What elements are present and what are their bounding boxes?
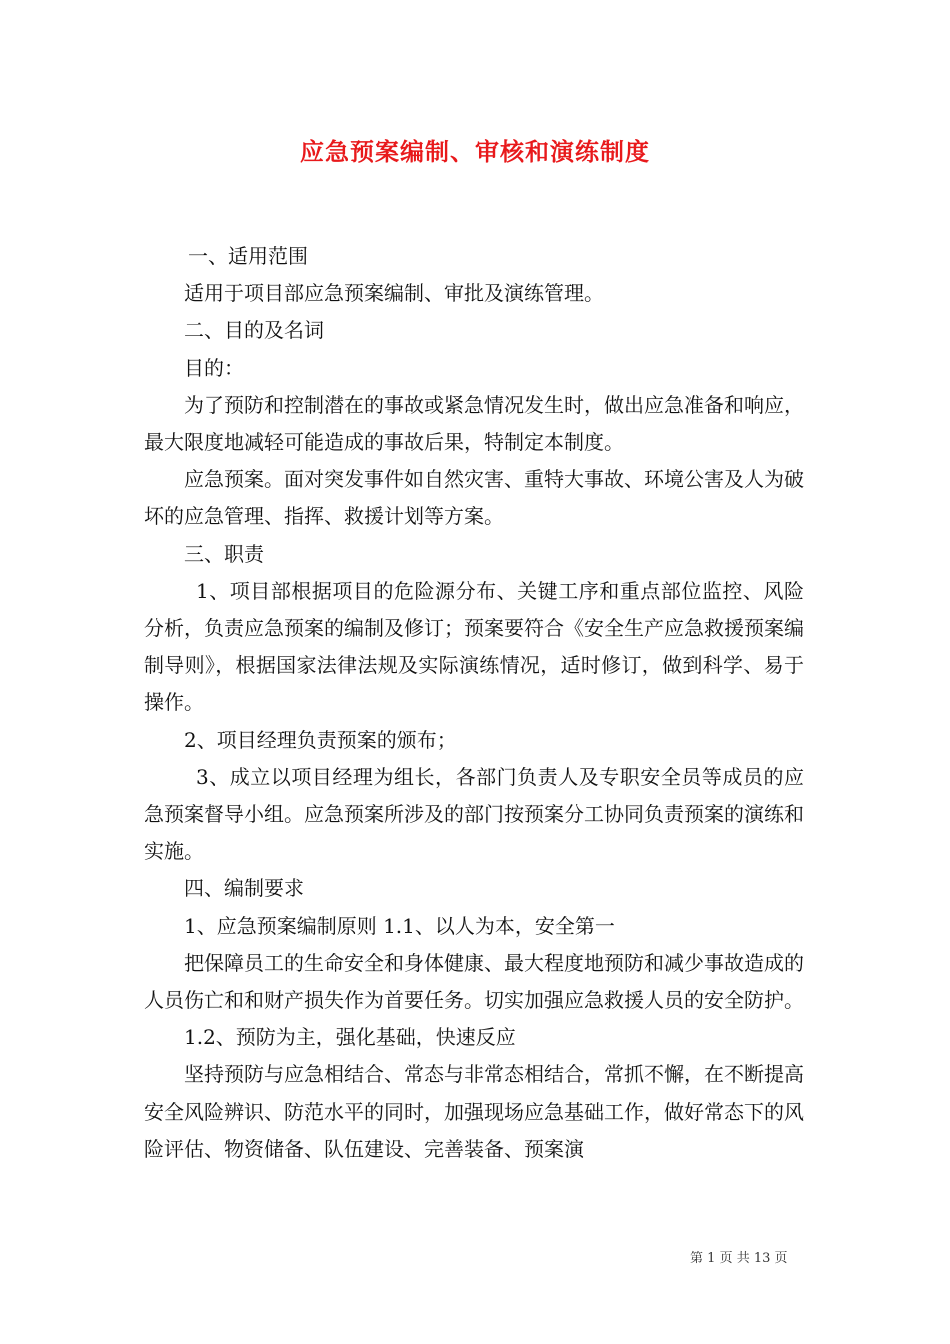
document-body (144, 238, 804, 1168)
footer-current-page: 1 (707, 1251, 716, 1266)
footer-prefix: 第 (690, 1251, 704, 1266)
section-heading: 三、职责 (184, 541, 264, 566)
body-paragraph: 把保障员工的生命安全和身体健康、最大程度地预防和减少事故造成的人员伤亡和和财产损失作为首要任务。切实加强应急救援人员的安全防护。 (144, 950, 804, 1013)
document-title: 应急预案编制、审核和演练制度 (300, 137, 650, 166)
section-heading: 一、适用范围 (188, 244, 308, 268)
page-number-footer (690, 1247, 788, 1266)
body-paragraph: 3、成立以项目经理为组长，各部门负责人及专职安全员等成员的应急预案督导小组。应急预案所涉及的部门按预案分工协同负责预案的演练和实施。 (144, 764, 804, 864)
body-paragraph: 1、应急预案编制原则 1.1、以人为本，安全第一 (184, 913, 615, 938)
footer-suffix: 页 (774, 1251, 788, 1266)
body-paragraph: 适用于项目部应急预案编制、审批及演练管理。 (184, 281, 604, 306)
body-paragraph: 应急预案。面对突发事件如自然灾害、重特大事故、环境公害及人为破坏的应急管理、指挥、救援计划等方案。 (144, 467, 804, 529)
body-paragraph: 1、项目部根据项目的危险源分布、关键工序和重点部位监控、风险分析，负责应急预案的编制及修订；预案要符合《安全生产应急救援预案编制导则》，根据国家法律法规及实际演练情况，适时修订，做到科学、易于操作。 (144, 578, 804, 715)
body-paragraph: 2、项目经理负责预案的颁布； (184, 727, 457, 752)
body-paragraph: 坚持预防与应急相结合、常态与非常态相结合，常抓不懈，在不断提高安全风险辨识、防范水平的同时，加强现场应急基础工作，做好常态下的风险评估、物资储备、队伍建设、完善装备、预案演 (144, 1062, 804, 1161)
section-heading: 二、目的及名词 (184, 318, 324, 343)
body-paragraph: 1.2、预防为主，强化基础，快速反应 (184, 1025, 516, 1050)
body-paragraph: 为了预防和控制潜在的事故或紧急情况发生时，做出应急准备和响应，最大限度地减轻可能造成的事故后果，特制定本制度。 (144, 392, 804, 455)
footer-middle: 页 共 (719, 1251, 750, 1266)
footer-total-pages: 13 (753, 1251, 771, 1266)
section-heading: 四、编制要求 (184, 876, 304, 901)
body-paragraph: 目的： (184, 355, 244, 380)
